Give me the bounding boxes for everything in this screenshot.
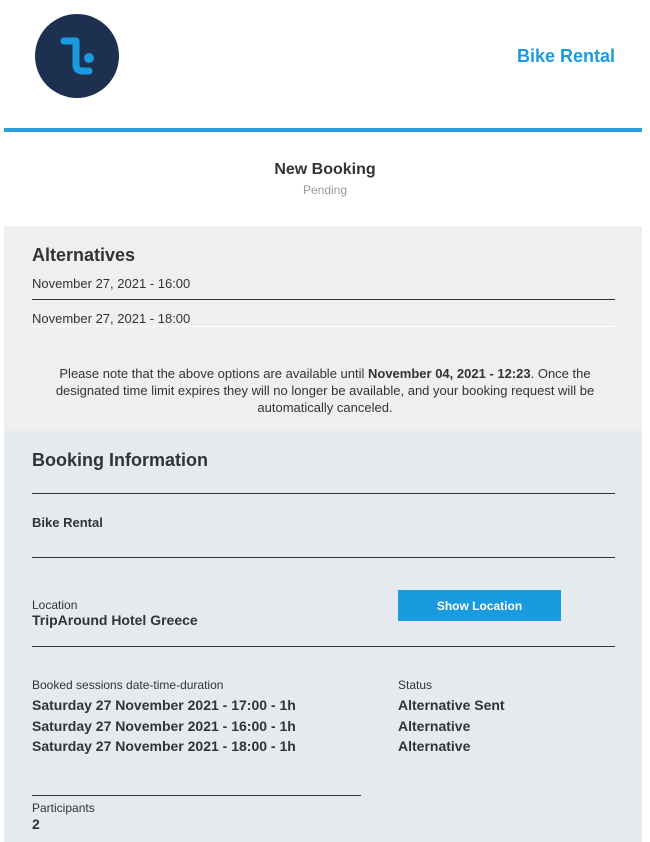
session-datetime: Saturday 27 November 2021 - 17:00 - 1h [32,697,296,713]
location-label: Location [32,598,78,612]
booking-info-title: Booking Information [32,450,208,470]
session-status: Alternative [398,718,471,734]
divider [32,557,615,558]
divider [32,326,615,327]
divider [32,299,615,300]
availability-note [40,365,610,416]
session-status: Alternative [398,738,471,754]
divider [32,795,361,796]
participants-label: Participants [32,801,95,815]
note-text: . Once the designated time limit expires they will no longer be available, and your booking request will be automatically canceled. [55,366,595,415]
company-logo [35,14,119,98]
location-value: TripAround Hotel Greece [32,612,198,628]
session-datetime: Saturday 27 November 2021 - 18:00 - 1h [32,738,296,754]
booking-status: Pending [302,183,348,197]
status-label: Status [398,678,433,692]
note-deadline: November 04, 2021 - 12:23 [368,366,531,381]
divider [32,646,615,647]
alternatives-title: Alternatives [32,245,136,265]
session-datetime: Saturday 27 November 2021 - 16:00 - 1h [32,718,296,734]
booking-title: New Booking [274,161,376,178]
alternative-option[interactable]: November 27, 2021 - 18:00 [32,311,191,326]
divider [32,493,615,494]
alternative-option[interactable]: November 27, 2021 - 16:00 [32,276,191,291]
participants-value: 2 [32,816,40,832]
brand-title: Bike Rental [516,46,615,66]
note-text: Please note that the above options are available until [59,366,368,381]
header-divider [4,128,642,132]
show-location-button[interactable]: Show Location [398,590,561,621]
session-status: Alternative Sent [398,697,505,713]
sessions-label: Booked sessions date-time-duration [32,678,224,692]
service-name: Bike Rental [32,515,103,530]
